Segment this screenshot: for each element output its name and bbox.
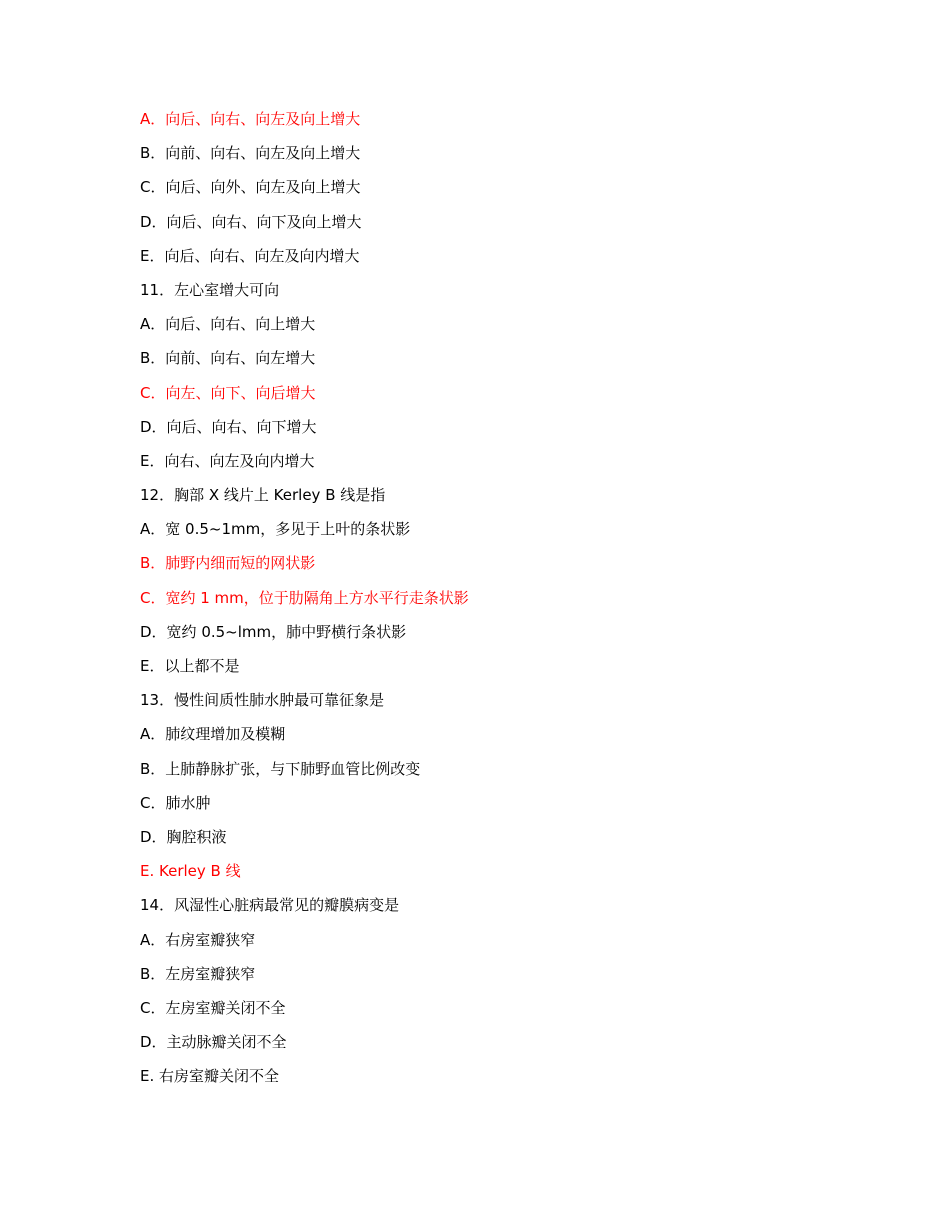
option-line: E．以上都不是 [140, 657, 240, 675]
option-line: A．向后、向右、向左及向上增大 [140, 110, 361, 128]
option-line: E. 右房室瓣关闭不全 [140, 1067, 280, 1086]
question-line: 12．胸部 X 线片上 Kerley B 线是指 [140, 486, 386, 505]
option-line: D．向后、向右、向下及向上增大 [140, 212, 362, 231]
option-line: C．宽约 1 mm，位于肋隔角上方水平行走条状影 [140, 588, 469, 607]
option-line: E．向后、向右、向左及向内增大 [140, 246, 360, 265]
question-line: 14．风湿性心脏病最常见的瓣膜病变是 [140, 896, 400, 915]
option-line: D．主动脉瓣关闭不全 [140, 1033, 287, 1052]
option-line: B．上肺静脉扩张，与下肺野血管比例改变 [140, 759, 421, 778]
option-line: C．向左、向下、向后增大 [140, 383, 316, 402]
option-line: D．胸腔积液 [140, 827, 227, 846]
option-line: A．右房室瓣狭窄 [140, 930, 256, 949]
option-line: C．左房室瓣关闭不全 [140, 998, 286, 1017]
option-line: C．向后、向外、向左及向上增大 [140, 178, 361, 197]
option-line: D．宽约 0.5~lmm，肺中野横行条状影 [140, 622, 407, 641]
option-line: B．向前、向右、向左增大 [140, 349, 316, 368]
option-line: A．肺纹理增加及模糊 [140, 725, 286, 744]
document-page [140, 107, 900, 1098]
question-line: 13．慢性间质性肺水肿最可靠征象是 [140, 691, 385, 710]
option-line: E. Kerley B 线 [140, 862, 241, 881]
question-line: 11．左心室增大可向 [140, 280, 280, 299]
option-line: A．宽 0.5~1mm，多见于上叶的条状影 [140, 520, 411, 539]
option-line: D．向后、向右、向下增大 [140, 417, 317, 436]
option-line: B．左房室瓣狭窄 [140, 964, 256, 983]
option-line: C．肺水肿 [140, 793, 211, 812]
option-line: A．向后、向右、向上增大 [140, 315, 316, 334]
option-line: B．肺野内细而短的网状影 [140, 554, 316, 573]
option-line: B．向前、向右、向左及向上增大 [140, 144, 361, 163]
option-line: E．向右、向左及向内增大 [140, 451, 315, 470]
